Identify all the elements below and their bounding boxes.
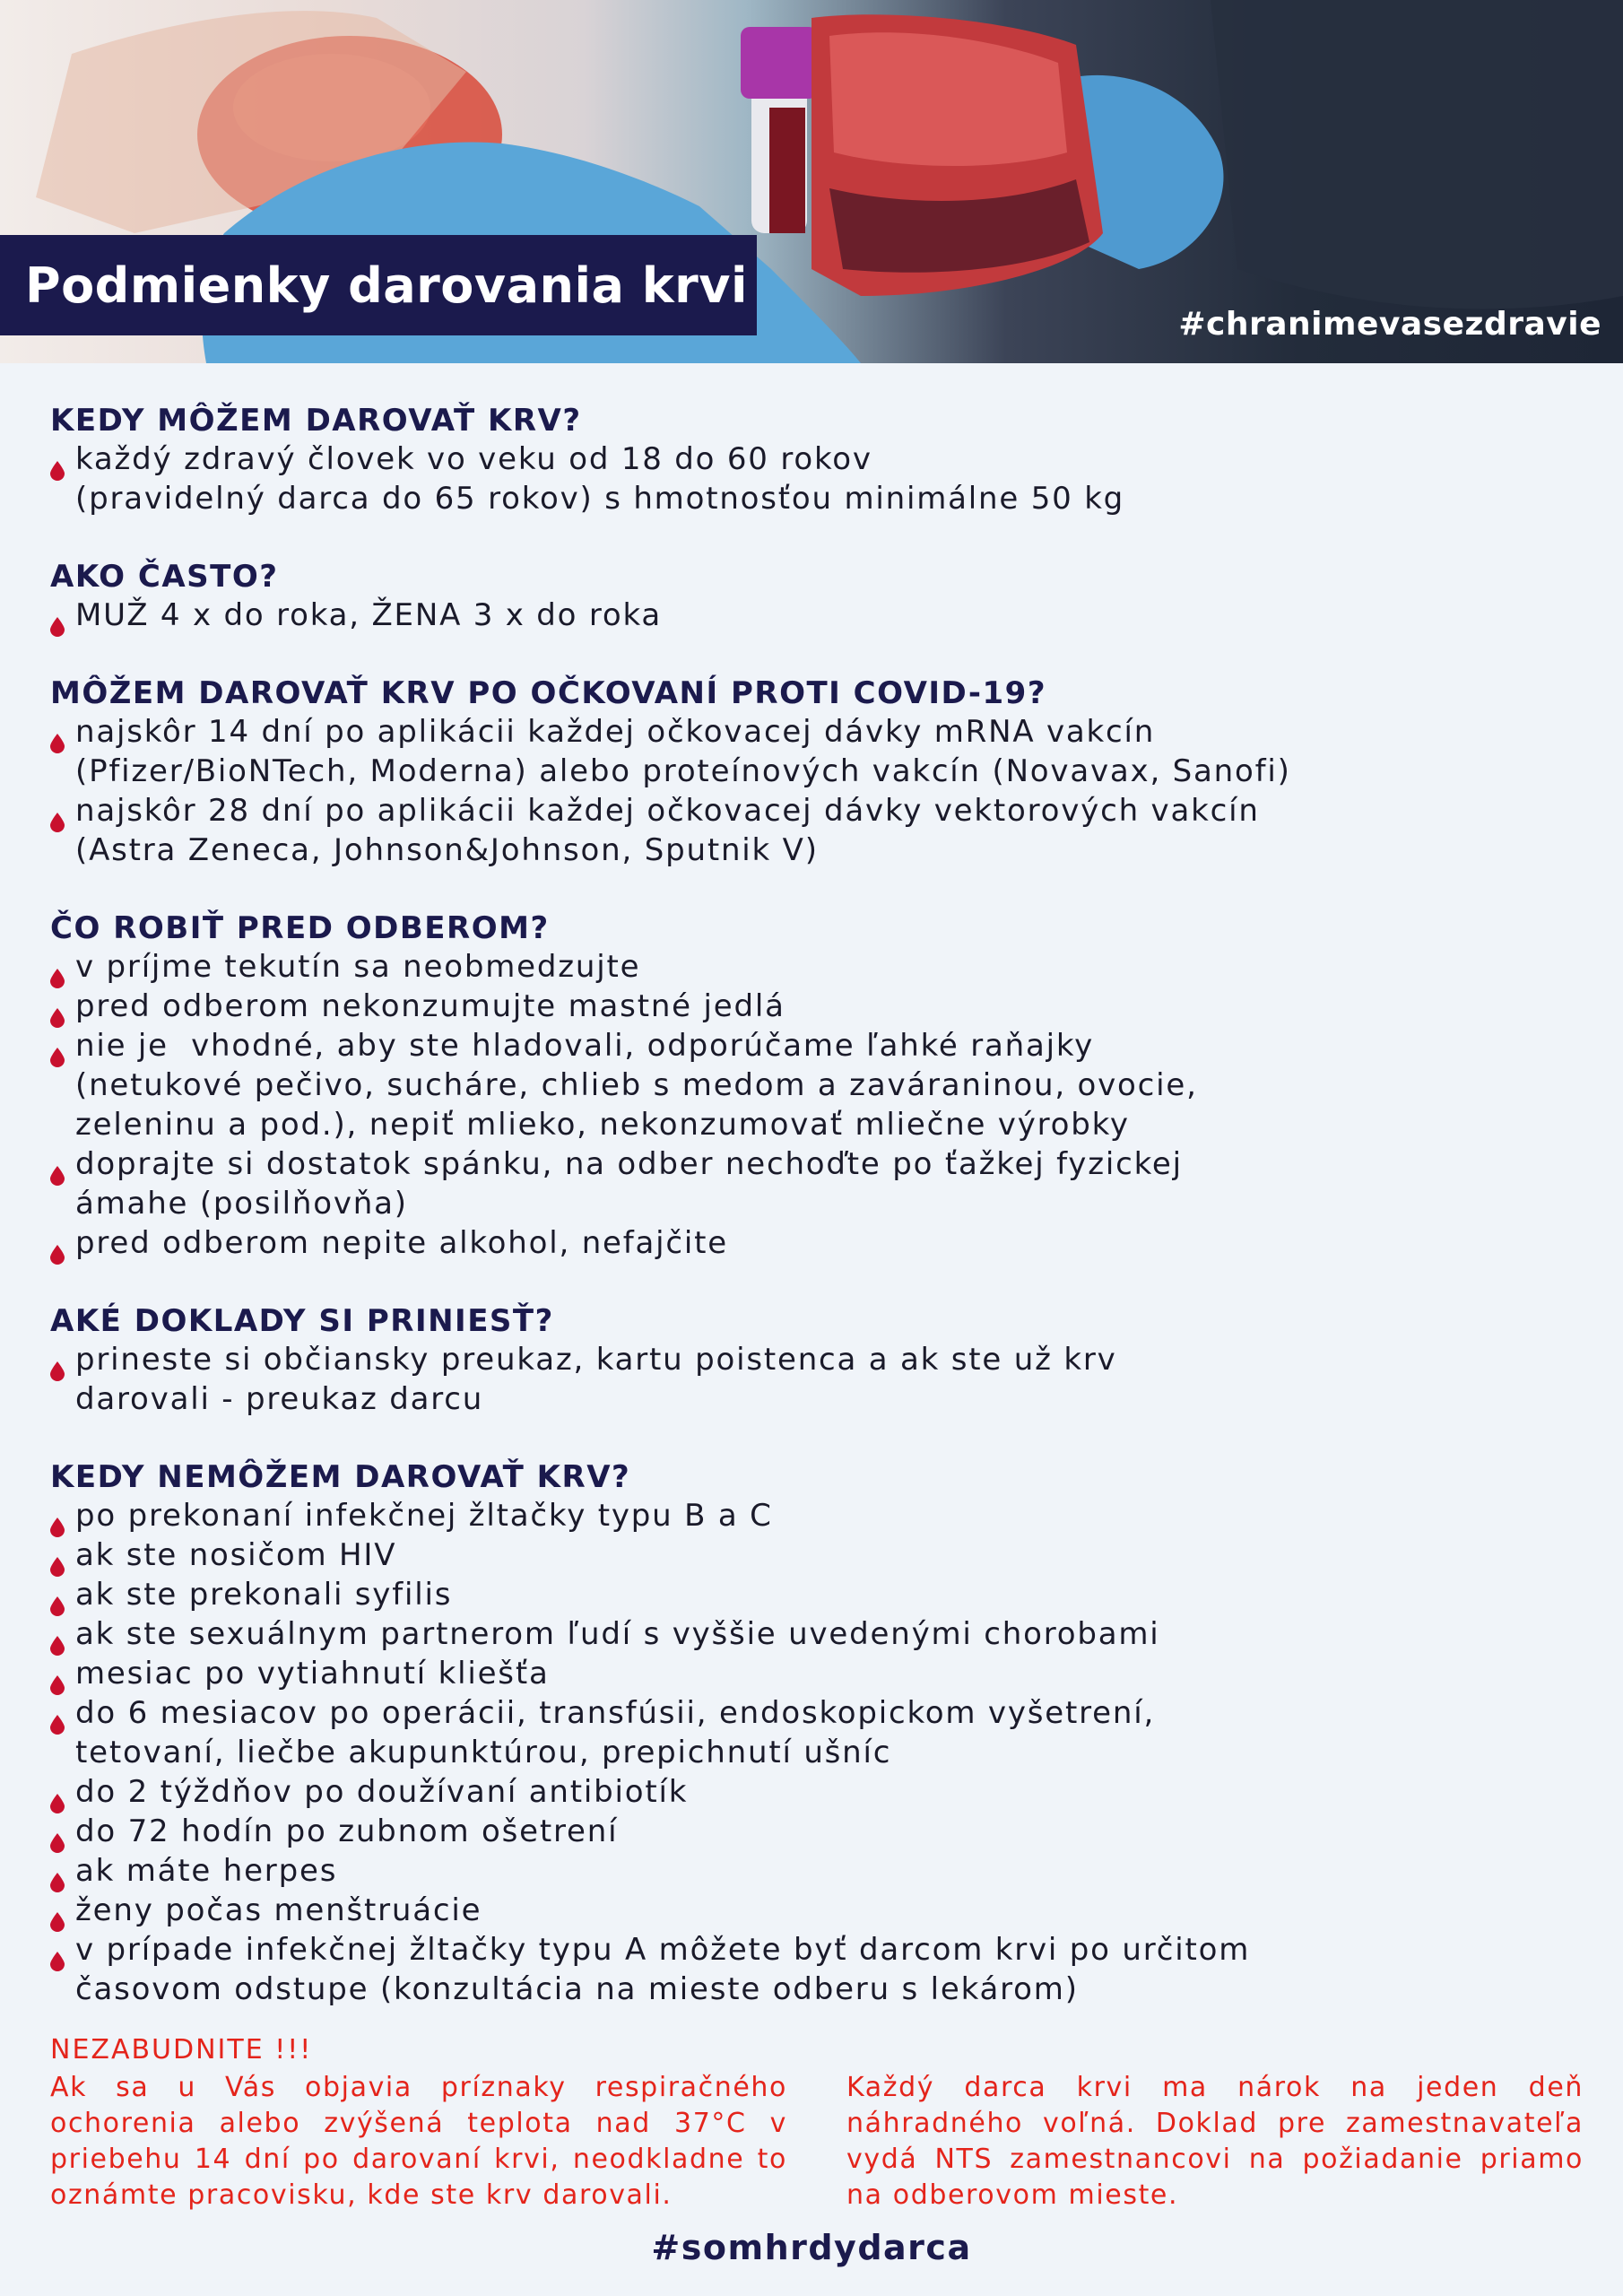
blood-drop-icon (50, 1626, 65, 1646)
list-item-text: ak ste sexuálnym partnerom ľudí s vyššie uvedenými chorobami (75, 1616, 1160, 1652)
list-item-text: do 72 hodín po zubnom ošetrení (75, 1813, 619, 1849)
blood-drop-icon (50, 1863, 65, 1883)
list-item (50, 596, 1593, 635)
section (50, 558, 1593, 635)
section (50, 402, 1593, 518)
list-item-text: doprajte si dostatok spánku, na odber nechoďte po ťažkej fyzickej ámahe (posilňovňa) (75, 1146, 1183, 1222)
section-heading: ČO ROBIŤ PRED ODBEROM? (50, 910, 550, 946)
blood-drop-icon (50, 1902, 65, 1922)
list-item (50, 1654, 1593, 1693)
list-item-text: ak máte herpes (75, 1853, 338, 1889)
list-item-text: do 2 týždňov po doužívaní antibiotík (75, 1774, 689, 1810)
blood-drop-icon (50, 1942, 65, 1961)
list-item (50, 791, 1593, 870)
list-item-text: ak ste nosičom HIV (75, 1537, 397, 1573)
blood-drop-icon (50, 1352, 65, 1371)
blood-drop-icon (50, 451, 65, 471)
blood-drop-icon (50, 959, 65, 978)
list-item-text: mesiac po vytiahnutí kliešťa (75, 1656, 550, 1692)
section (50, 674, 1593, 870)
blood-drop-icon (50, 1705, 65, 1725)
page-title: Podmienky darovania krvi (25, 257, 748, 314)
list-item (50, 1851, 1593, 1891)
list-item (50, 1614, 1593, 1654)
header-hashtag: #chranimevasezdravie (1178, 306, 1601, 343)
list-item-text: MUŽ 4 x do roka, ŽENA 3 x do roka (75, 597, 663, 633)
blood-drop-icon (50, 1784, 65, 1804)
list-item (50, 1930, 1593, 2009)
list-item (50, 1496, 1593, 1535)
list-item (50, 1144, 1593, 1223)
list-item (50, 1891, 1593, 1930)
list-item (50, 1223, 1593, 1263)
notice-left-text: Ak sa u Vás objavia príznaky respiračného ochorenia alebo zvýšená teplota nad 37°C v priebehu 14 dní po darovaní krvi, neodkladne to oznámte pracovisku, kde ste krv darovali. (50, 2072, 787, 2211)
list-item-text: pred odberom nepite alkohol, nefajčite (75, 1225, 728, 1261)
list-item-text: prineste si občiansky preukaz, kartu poistenca a ak ste už krv darovali - preukaz darcu (75, 1342, 1117, 1417)
hero-photo (0, 0, 1623, 363)
list-item-text: v príjme tekutín sa neobmedzujte (75, 949, 641, 985)
list-item-text: do 6 mesiacov po operácii, transfúsii, endoskopickom vyšetrení, tetovaní, liečbe akupunktúrou, prepichnutí ušníc (75, 1695, 1156, 1770)
section (50, 909, 1593, 1263)
notice-right-text: Každý darca krvi ma nárok na jeden deň náhradného voľná. Doklad pre zamestnavateľa vydá NTS zamestnancovi na požiadanie priamo na odberovom mieste. (846, 2072, 1584, 2211)
blood-drop-icon (50, 724, 65, 744)
section-heading: AKO ČASTO? (50, 559, 279, 595)
list-item (50, 1340, 1593, 1419)
blood-drop-icon (50, 1587, 65, 1606)
list-item (50, 1535, 1593, 1575)
list-item (50, 712, 1593, 791)
section-heading: KEDY NEMÔŽEM DAROVAŤ KRV? (50, 1459, 631, 1495)
list-item-text: každý zdravý človek vo veku od 18 do 60 rokov (pravidelný darca do 65 rokov) s hmotnosťou minimálne 50 kg (75, 441, 1125, 517)
blood-drop-icon (50, 1508, 65, 1527)
blood-drop-icon (50, 1156, 65, 1176)
blood-drop-icon (50, 1038, 65, 1057)
notice-box (50, 2034, 1584, 2213)
list-item (50, 1812, 1593, 1851)
section (50, 1302, 1593, 1419)
list-item (50, 1693, 1593, 1772)
list-item-text: v prípade infekčnej žltačky typu A môžete byť darcom krvi po určitom časovom odstupe (konzultácia na mieste odberu s lekárom) (75, 1932, 1251, 2007)
blood-drop-icon (50, 803, 65, 822)
list-item-text: nie je vhodné, aby ste hladovali, odporúčame ľahké raňajky (netukové pečivo, sucháre, chlieb s medom a zaváraninou, ovocie, zeleninu a pod.), nepiť mlieko, nekonzumovať mliečne výrobky (75, 1028, 1198, 1143)
footer-hashtag: #somhrdydarca (651, 2228, 972, 2267)
list-item-text: ak ste prekonali syfilis (75, 1577, 453, 1613)
blood-drop-icon (50, 1547, 65, 1567)
list-item-text: po prekonaní infekčnej žltačky typu B a C (75, 1498, 773, 1534)
blood-drop-icon (50, 1665, 65, 1685)
section-heading: AKÉ DOKLADY SI PRINIESŤ? (50, 1303, 554, 1339)
list-item (50, 947, 1593, 987)
list-item (50, 1772, 1593, 1812)
list-item-text: ženy počas menštruácie (75, 1892, 482, 1928)
blood-drop-icon (50, 998, 65, 1018)
section (50, 1458, 1593, 2009)
blood-drop-icon (50, 1823, 65, 1843)
conditions-content (50, 402, 1593, 2048)
list-item-text: pred odberom nekonzumujte mastné jedlá (75, 988, 785, 1024)
blood-drop-icon (50, 607, 65, 627)
section-heading: MÔŽEM DAROVAŤ KRV PO OČKOVANÍ PROTI COVID-19? (50, 675, 1047, 711)
list-item (50, 1575, 1593, 1614)
title-banner (0, 235, 757, 335)
list-item-text: najskôr 28 dní po aplikácii každej očkovacej dávky vektorových vakcín (Astra Zeneca, Johnson&Johnson, Sputnik V) (75, 793, 1260, 868)
list-item-text: najskôr 14 dní po aplikácii každej očkovacej dávky mRNA vakcín (Pfizer/BioNTech, Moderna) alebo proteínových vakcín (Novavax, Sanofi) (75, 714, 1291, 789)
list-item (50, 1026, 1593, 1144)
blood-drop-icon (50, 1235, 65, 1255)
list-item (50, 987, 1593, 1026)
list-item (50, 439, 1593, 518)
notice-title: NEZABUDNITE !!! (50, 2034, 313, 2066)
section-heading: KEDY MÔŽEM DAROVAŤ KRV? (50, 403, 582, 439)
